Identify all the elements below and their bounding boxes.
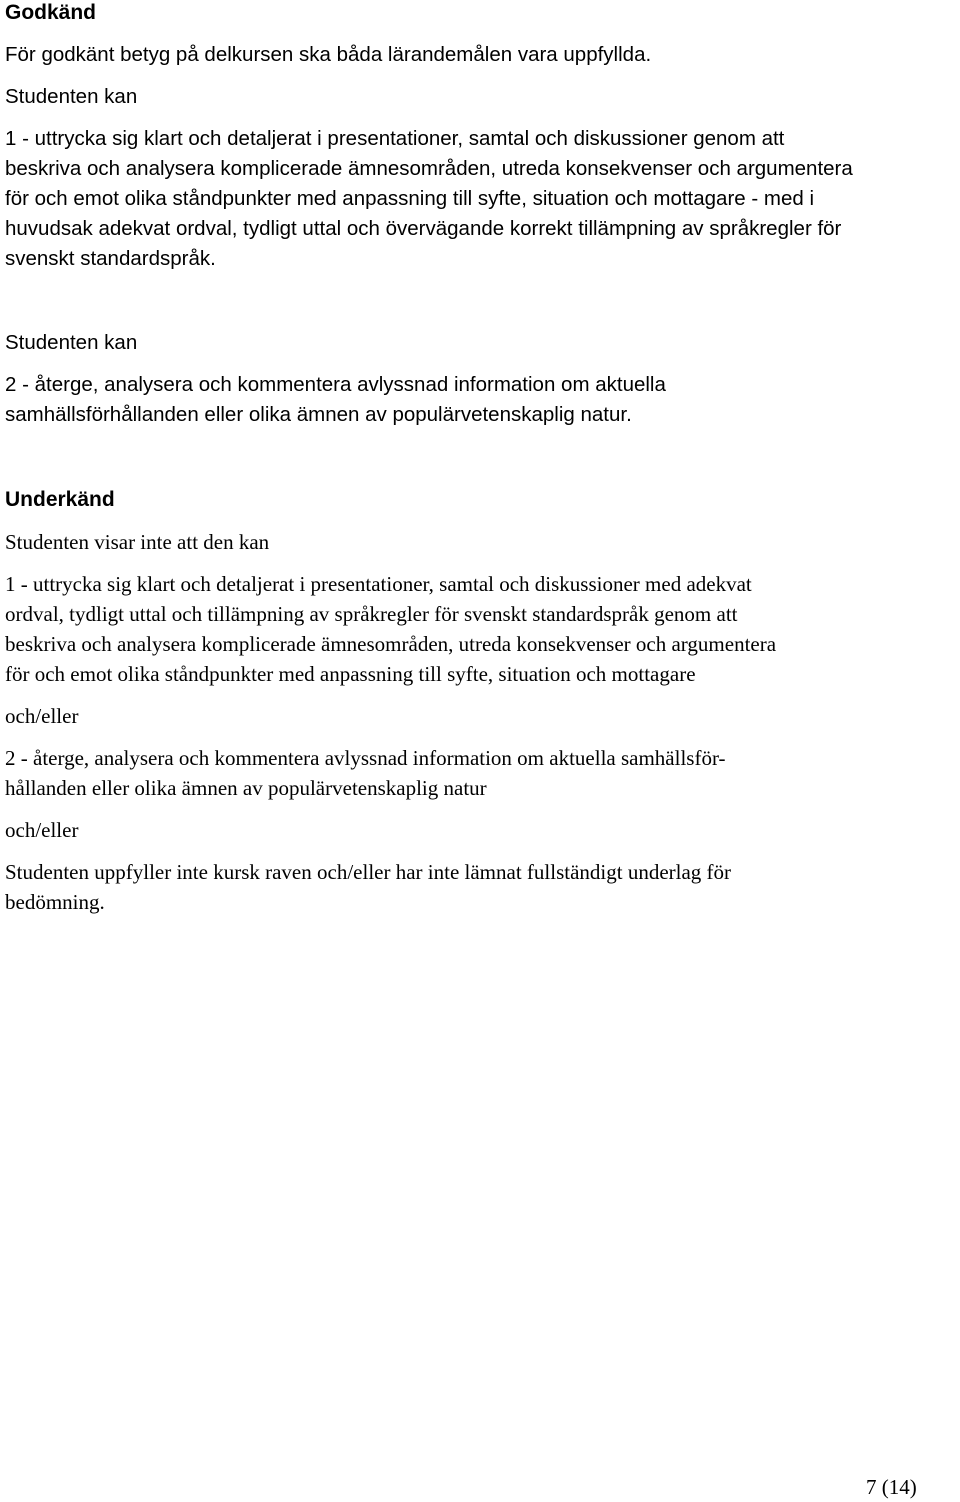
underkand-goal-1-line: 1 - uttrycka sig klart och detaljerat i presentationer, samtal och diskussioner med adekvat (5, 572, 752, 596)
underkand-goal-1-line: ordval, tydligt uttal och tillämpning av språkregler för svenskt standardspråk genom att (5, 602, 738, 626)
godkand-goal-2-line: samhällsförhållanden eller olika ämnen av populärvetenskaplig natur. (5, 403, 632, 426)
godkand-goal-1 (5, 124, 853, 274)
underkand-goal-1-line: för och emot olika ståndpunkter med anpassning till syfte, situation och mottagare (5, 662, 696, 686)
godkand-goal-2-line: 2 - återge, analysera och kommentera avlyssnad information om aktuella (5, 373, 666, 396)
godkand-goal-2 (5, 370, 666, 430)
page-number: 7 (14) (866, 1475, 917, 1499)
godkand-kan-1-line: Studenten kan (5, 85, 138, 108)
godkand-kan-1 (5, 82, 137, 112)
underkand-final (5, 857, 731, 917)
underkand-goal-2-line: 2 - återge, analysera och kommentera avlyssnad information om aktuella samhällsför- (5, 746, 726, 770)
underkand-or-2-line: och/eller (5, 818, 79, 842)
underkand-heading: Underkänd (5, 488, 115, 511)
underkand-final-line: Studenten uppfyller inte kursk raven och/eller har inte lämnat fullständigt underlag för (5, 860, 732, 884)
godkand-goal-1-line: för och emot olika ståndpunkter med anpassning till syfte, situation och mottagare - med i (5, 187, 815, 210)
underkand-final-line: bedömning. (5, 890, 105, 914)
godkand-intro-line: För godkänt betyg på delkursen ska båda lärandemålen vara uppfyllda. (5, 43, 652, 66)
underkand-goal-2 (5, 743, 726, 803)
underkand-goal-2-line: hållanden eller olika ämnen av populärvetenskaplig natur (5, 776, 487, 800)
underkand-or-2 (5, 815, 78, 845)
underkand-goal-1-line: beskriva och analysera komplicerade ämnesområden, utreda konsekvenser och argumentera (5, 632, 777, 656)
godkand-goal-1-line: beskriva och analysera komplicerade ämnesområden, utreda konsekvenser och argumentera (5, 157, 853, 180)
underkand-intro (5, 527, 269, 557)
godkand-goal-1-line: 1 - uttrycka sig klart och detaljerat i presentationer, samtal och diskussioner genom att (5, 127, 785, 150)
underkand-or-1-line: och/eller (5, 704, 79, 728)
godkand-intro (5, 40, 651, 70)
godkand-goal-1-line: huvudsak adekvat ordval, tydligt uttal och övervägande korrekt tillämpning av språkregler för (5, 217, 842, 240)
godkand-goal-1-line: svenskt standardspråk. (5, 247, 216, 270)
underkand-intro-line: Studenten visar inte att den kan (5, 530, 270, 554)
underkand-goal-1 (5, 569, 776, 689)
godkand-kan-2-line: Studenten kan (5, 331, 138, 354)
godkand-kan-2 (5, 328, 137, 358)
godkand-heading: Godkänd (5, 1, 97, 24)
underkand-or-1 (5, 701, 78, 731)
